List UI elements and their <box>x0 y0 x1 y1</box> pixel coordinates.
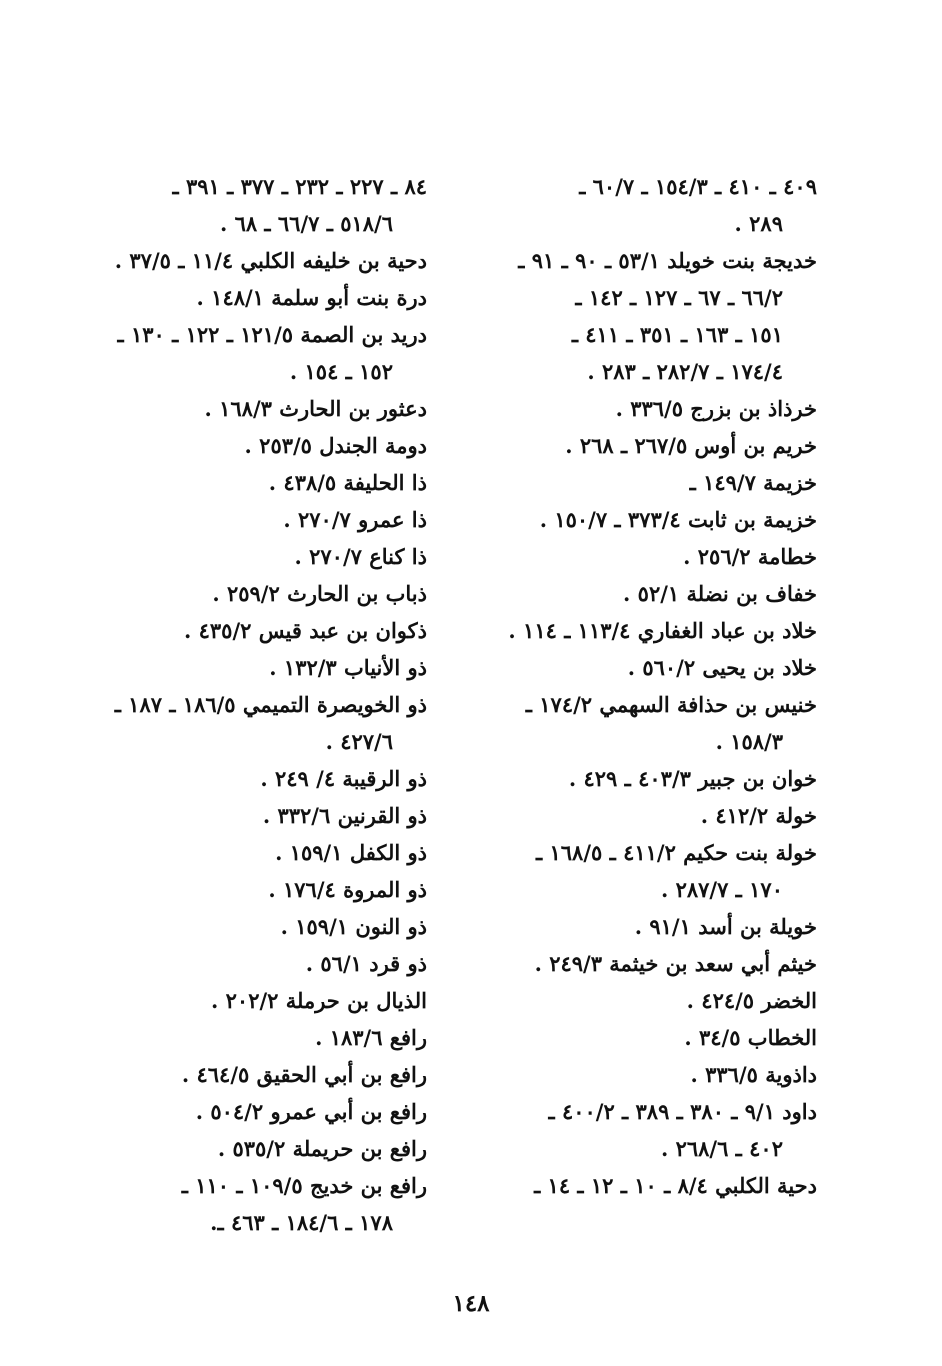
entry-line: الخضر ٤٢٤/٥ . <box>686 988 817 1013</box>
index-entry <box>92 908 427 945</box>
index-entry <box>482 427 817 464</box>
index-entry <box>92 760 427 797</box>
entry-line: ذو المروة ١٧٦/٤ . <box>268 877 427 902</box>
entry-line: خطامة ٢٥٦/٢ . <box>683 544 817 569</box>
index-entry <box>92 1167 427 1241</box>
index-entry <box>482 1167 817 1204</box>
entry-line: خولة بنت حكيم ٤١١/٢ ـ ١٦٨/٥ ـ <box>536 840 817 865</box>
index-entry <box>92 1019 427 1056</box>
entry-line: ذو الرقيبة ٤/ ٢٤٩ . <box>260 766 427 791</box>
index-entry <box>92 427 427 464</box>
index-entry <box>92 575 427 612</box>
index-entry <box>482 982 817 1019</box>
entry-line: ذو الكفل ١٥٩/١ . <box>275 840 427 865</box>
entry-line: خزيمة ١٤٩/٧ ـ <box>689 470 817 495</box>
entry-line: خرذاذ بن بزرج ٣٣٦/٥ . <box>615 396 817 421</box>
entry-line: خولة ٤١٢/٢ . <box>700 803 817 828</box>
index-entry <box>482 390 817 427</box>
entry-continuation-line: ٤٢٧/٦ . <box>325 729 393 754</box>
entry-line: داود ٩/١ ـ ٣٨٠ ـ ٣٨٩ ـ ٤٠٠/٢ ـ <box>548 1099 817 1124</box>
entry-line: دحية بن خليفه الكلبي ١١/٤ ـ ٣٧/٥ . <box>114 248 427 273</box>
entry-line: ذو النون ١٥٩/١ . <box>280 914 427 939</box>
index-entry <box>92 242 427 279</box>
index-entry <box>92 982 427 1019</box>
index-entry <box>92 538 427 575</box>
entry-line: ذا عمرو ٢٧٠/٧ . <box>283 507 427 532</box>
index-entry <box>482 797 817 834</box>
index-entry <box>482 538 817 575</box>
entry-line: خلاد بن عباد الغفاري ١١٣/٤ ـ ١١٤ . <box>508 618 817 643</box>
left-column <box>92 168 427 1241</box>
entry-line: ذا الحليفة ٤٣٨/٥ . <box>268 470 427 495</box>
index-entry <box>92 316 427 390</box>
entry-line: دحية الكلبي ٨/٤ ـ ١٠ ـ ١٢ ـ ١٤ ـ <box>534 1173 817 1198</box>
index-entry <box>482 760 817 797</box>
entry-continuation-line: ١٧٨ ـ ١٨٤/٦ ـ ٤٦٣ ـ. <box>210 1210 393 1235</box>
entry-line: خنيس بن حذافة السهمي ١٧٤/٢ ـ <box>525 692 817 717</box>
entry-continuation-line: ١٥٨/٣ . <box>715 729 783 754</box>
index-entry <box>92 501 427 538</box>
entry-line: رافع بن حريملة ٥٣٥/٢ . <box>217 1136 427 1161</box>
index-entry <box>92 686 427 760</box>
index-entry <box>482 575 817 612</box>
entry-continuation-line: ١٥٢ ـ ١٥٤ . <box>289 359 393 384</box>
entry-line: خوان بن جبير ٤٠٣/٣ ـ ٤٢٩ . <box>568 766 817 791</box>
index-entry <box>92 168 427 242</box>
index-entry <box>92 1093 427 1130</box>
index-entry <box>482 649 817 686</box>
entry-line: الذيال بن حرملة ٢٠٢/٢ . <box>211 988 427 1013</box>
entry-line: ذو الأنياب ١٣٢/٣ . <box>269 655 427 680</box>
right-column <box>482 168 817 1204</box>
index-entry <box>482 945 817 982</box>
entry-line: رافع ١٨٣/٦ . <box>315 1025 427 1050</box>
entry-continuation-line: ٥١٨/٦ ـ ٦٦/٧ ـ ٦٨ . <box>219 211 393 236</box>
entry-line: ذباب بن الحارث ٢٥٩/٢ . <box>212 581 427 606</box>
entry-continuation-line: ١٧٠ ـ ٢٨٧/٧ . <box>660 877 783 902</box>
entry-line: ذو القرنين ٣٣٢/٦ . <box>262 803 427 828</box>
entry-line: خريم بن أوس ٢٦٧/٥ ـ ٢٦٨ . <box>565 433 817 458</box>
entry-continuation-line: ١٥١ ـ ١٦٣ ـ ٣٥١ ـ ٤١١ ـ <box>571 322 783 347</box>
index-entry <box>482 1019 817 1056</box>
entry-line: دعثور بن الحارث ١٦٨/٣ . <box>204 396 427 421</box>
index-entry <box>92 279 427 316</box>
entry-line: ذكوان بن عبد قيس ٤٣٥/٢ . <box>184 618 427 643</box>
index-entry <box>92 834 427 871</box>
entry-line: خويلة بن أسد ٩١/١ . <box>634 914 817 939</box>
index-entry <box>92 1130 427 1167</box>
index-entry <box>482 242 817 390</box>
entry-continuation-line: ١٧٤/٤ ـ ٢٨٢/٧ ـ ٢٨٣ . <box>587 359 783 384</box>
entry-line: خلاد بن يحيى ٥٦٠/٢ . <box>627 655 817 680</box>
entry-line: خفاف بن نضلة ٥٢/١ . <box>623 581 817 606</box>
index-entry <box>482 1093 817 1167</box>
entry-line: دومة الجندل ٢٥٣/٥ . <box>244 433 427 458</box>
index-entry <box>482 834 817 908</box>
entry-line: ٤٠٩ ـ ٤١٠ ـ ١٥٤/٣ ـ ٦٠/٧ ـ <box>579 174 817 199</box>
index-entry <box>92 464 427 501</box>
index-entry <box>482 612 817 649</box>
entry-line: ذو الخويصرة التميمي ١٨٦/٥ ـ ١٨٧ ـ <box>114 692 427 717</box>
index-entry <box>482 501 817 538</box>
entry-line: خزيمة بن ثابت ٣٧٣/٤ ـ ١٥٠/٧ . <box>539 507 817 532</box>
entry-continuation-line: ٢٨٩ . <box>734 211 783 236</box>
entry-line: ٨٤ ـ ٢٢٧ ـ ٢٣٢ ـ ٣٧٧ ـ ٣٩١ ـ <box>172 174 427 199</box>
entry-line: خديجة بنت خويلد ٥٣/١ ـ ٩٠ ـ ٩١ ـ <box>518 248 817 273</box>
entry-line: رافع بن أبي عمرو ٥٠٤/٢ . <box>195 1099 427 1124</box>
entry-line: ذا كناع ٢٧٠/٧ . <box>294 544 427 569</box>
index-entry <box>92 871 427 908</box>
index-entry <box>92 1056 427 1093</box>
index-entry <box>482 464 817 501</box>
index-entry <box>92 945 427 982</box>
index-entry <box>482 908 817 945</box>
index-entry <box>482 686 817 760</box>
entry-line: خيثم أبي سعد بن خيثمة ٢٤٩/٣ . <box>534 951 817 976</box>
index-entry <box>482 168 817 242</box>
entry-line: دريد بن الصمة ١٢١/٥ ـ ١٢٢ ـ ١٣٠ ـ <box>117 322 427 347</box>
entry-continuation-line: ٤٠٢ ـ ٢٦٨/٦ . <box>660 1136 783 1161</box>
index-entry <box>482 1056 817 1093</box>
index-entry <box>92 612 427 649</box>
entry-line: رافع بن أبي الحقيق ٤٦٤/٥ . <box>181 1062 427 1087</box>
entry-line: الخطاب ٣٤/٥ . <box>684 1025 817 1050</box>
index-entry <box>92 390 427 427</box>
index-entry <box>92 649 427 686</box>
entry-line: درة بنت أبو سلمة ١٤٨/١ . <box>196 285 427 310</box>
entry-line: رافع بن خديج ١٠٩/٥ ـ ١١٠ ـ <box>181 1173 427 1198</box>
entry-continuation-line: ٦٦/٢ ـ ٦٧ ـ ١٢٧ ـ ١٤٢ ـ <box>575 285 783 310</box>
entry-line: داذوية ٣٣٦/٥ . <box>690 1062 817 1087</box>
index-entry <box>92 797 427 834</box>
entry-line: ذو قرد ٥٦/١ . <box>305 951 427 976</box>
page-number: ١٤٨ <box>452 1290 490 1317</box>
